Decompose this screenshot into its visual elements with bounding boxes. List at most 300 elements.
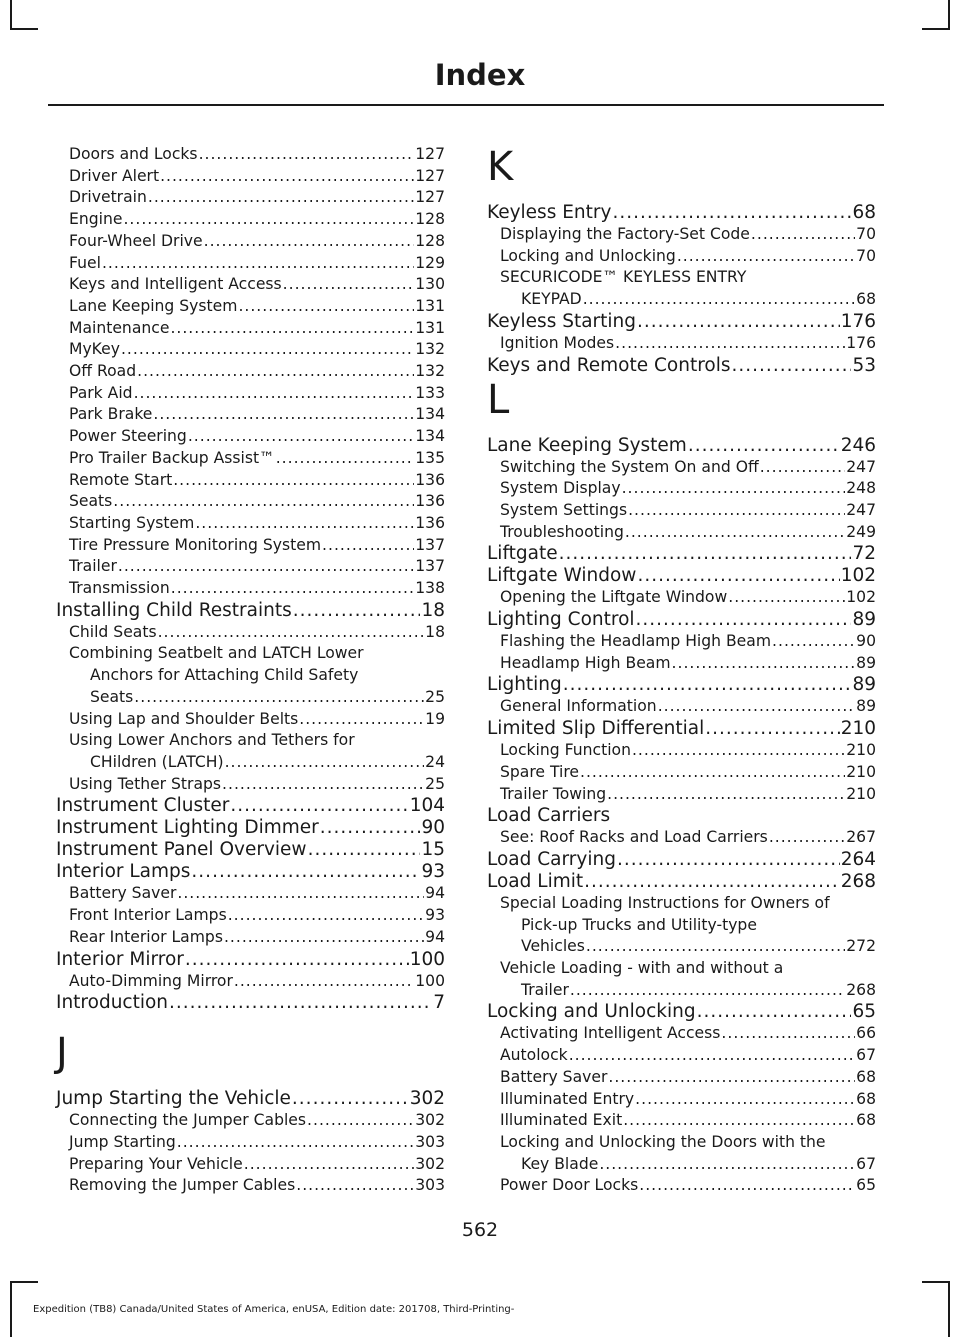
index-subentry [56, 556, 445, 578]
index-subentry-line: Anchors for Attaching Child Safety [90, 666, 359, 685]
entry-label: Trailer [521, 980, 569, 999]
index-subentry-line: Combining Seatbelt and LATCH Lower [69, 644, 364, 663]
dot-leader [308, 839, 421, 861]
page-title: Index [434, 58, 526, 92]
entry-label: Engine [69, 210, 123, 229]
dot-leader [160, 166, 414, 188]
entry-label: Keyless Entry [487, 202, 612, 223]
crop-mark [10, 1281, 38, 1283]
index-entry [487, 609, 876, 631]
entry-page-number: 210 [840, 718, 876, 740]
index-subentry [56, 253, 445, 275]
dot-leader [113, 491, 414, 513]
dot-leader [320, 817, 421, 839]
index-subentry-line: Using Lower Anchors and Tethers for [69, 731, 355, 750]
entry-label: Tire Pressure Monitoring System [69, 535, 322, 554]
entry-label: Installing Child Restraints [56, 599, 292, 621]
index-subentry [487, 224, 876, 246]
entry-label: Preparing Your Vehicle [69, 1154, 243, 1173]
entry-label: Spare Tire [500, 762, 580, 781]
entry-page-number: 303 [415, 1132, 445, 1151]
entry-page-number: 131 [415, 318, 445, 337]
dot-leader [625, 522, 845, 544]
entry-page-number: 303 [415, 1176, 445, 1195]
dot-leader [134, 687, 424, 709]
entry-page-number: 135 [415, 448, 445, 467]
entry-page-number: 65 [852, 1001, 876, 1023]
index-subentry [56, 404, 445, 426]
entry-label: CHildren (LATCH) [90, 752, 224, 771]
entry-page-number: 249 [846, 522, 876, 541]
dot-leader [599, 1154, 855, 1176]
entry-label: Jump Starting [69, 1132, 176, 1151]
index-entry [56, 795, 445, 817]
index-entry [56, 949, 445, 971]
entry-label: Park Aid [69, 383, 133, 402]
dot-leader [635, 1089, 855, 1111]
entry-page-number: 268 [840, 870, 876, 892]
entry-page-number: 247 [846, 500, 876, 519]
entry-page-number: 272 [846, 937, 876, 956]
footer-edition: Expedition (TB8) Canada/United States of America, enUSA, Edition date: 201708, Third-Printing- [33, 1304, 515, 1315]
crop-mark [948, 1281, 950, 1337]
entry-page-number: 65 [856, 1176, 876, 1195]
index-subentry [56, 927, 445, 949]
index-entry [56, 817, 445, 839]
index-heading: Load Carriers [487, 805, 611, 827]
entry-page-number: 127 [415, 188, 445, 207]
index-subentry-line: Vehicle Loading - with and without a [500, 959, 784, 978]
entry-page-number: 104 [409, 795, 445, 817]
entry-label: Displaying the Factory-Set Code [500, 225, 750, 243]
index-subentry [56, 470, 445, 492]
dot-leader [292, 1088, 409, 1110]
entry-label: General Information [500, 697, 657, 716]
crop-mark [10, 0, 12, 30]
dot-leader [677, 246, 855, 268]
dot-leader [728, 587, 845, 609]
index-subentry [56, 491, 445, 513]
index-subentry [56, 426, 445, 448]
entry-label: Driver Alert [69, 166, 160, 185]
dot-leader [615, 333, 845, 355]
index-subentry [56, 1132, 445, 1154]
entry-label: Instrument Lighting Dimmer [56, 817, 319, 839]
dot-leader [751, 224, 855, 246]
entry-label: Activating Intelligent Access [500, 1024, 721, 1043]
entry-label: Using Tether Straps [69, 774, 222, 793]
index-subentry [56, 1175, 445, 1197]
entry-page-number: 134 [415, 405, 445, 424]
entry-page-number: 89 [852, 674, 876, 696]
index-entry [487, 355, 876, 377]
entry-page-number: 93 [425, 906, 445, 925]
entry-page-number: 132 [415, 340, 445, 359]
entry-label: Maintenance [69, 318, 170, 337]
entry-page-number: 302 [409, 1088, 445, 1110]
dot-leader [636, 609, 852, 631]
entry-page-number: 247 [846, 457, 876, 476]
entry-label: Lighting [487, 674, 562, 696]
entry-label: Interior Mirror [56, 948, 184, 970]
index-subentry [487, 333, 876, 355]
dot-leader [123, 209, 414, 231]
index-subentry [487, 478, 876, 500]
entry-label: Off Road [69, 362, 137, 381]
dot-leader [185, 949, 409, 971]
dot-leader [222, 774, 424, 796]
index-subentry-line: SECURICODE™ KEYLESS ENTRY [500, 268, 747, 287]
dot-leader [772, 631, 855, 653]
dot-leader [637, 311, 840, 333]
dot-leader [570, 980, 845, 1002]
entry-page-number: 248 [846, 479, 876, 498]
entry-label: Load Carrying [487, 848, 616, 870]
entry-label: Removing the Jumper Cables [69, 1176, 296, 1195]
index-entry [56, 839, 445, 861]
index-subentry [56, 883, 445, 905]
dot-leader [584, 871, 840, 893]
index-subentry-line: Locking and Unlocking the Doors with the [500, 1132, 826, 1151]
entry-label: Illuminated Exit [500, 1111, 623, 1130]
dot-leader [688, 435, 840, 457]
entry-label: Transmission [69, 579, 170, 598]
entry-page-number: 68 [856, 1111, 876, 1130]
entry-page-number: 128 [415, 210, 445, 229]
index-entry [487, 565, 876, 587]
entry-label: Interior Lamps [56, 861, 191, 883]
index-column-left [56, 144, 445, 1197]
index-subentry [56, 687, 445, 709]
entry-page-number: 130 [415, 275, 445, 294]
index-subentry [56, 709, 445, 731]
index-entry [487, 674, 876, 696]
entry-page-number: 210 [846, 741, 876, 760]
index-subentry-line: Special Loading Instructions for Owners of [500, 893, 830, 912]
index-entry [56, 861, 445, 883]
entry-page-number: 53 [852, 354, 876, 376]
dot-leader [639, 1175, 855, 1197]
entry-page-number: 68 [856, 1089, 876, 1108]
entry-label: Liftgate [487, 543, 558, 565]
dot-leader [195, 513, 414, 535]
index-subentry [487, 289, 876, 311]
entry-page-number: 66 [856, 1024, 876, 1043]
index-subentry [56, 905, 445, 927]
entry-label: Limited Slip Differential [487, 718, 705, 740]
entry-label: Four-Wheel Drive [69, 231, 203, 250]
dot-leader [672, 653, 856, 675]
entry-page-number: 93 [421, 861, 445, 883]
entry-page-number: 138 [415, 579, 445, 598]
entry-page-number: 136 [415, 470, 445, 489]
entry-label: System Settings [500, 500, 628, 519]
entry-page-number: 70 [856, 225, 876, 243]
entry-page-number: 18 [421, 599, 445, 621]
index-entry [56, 1088, 445, 1110]
index-subentry [56, 971, 445, 993]
crop-mark [922, 28, 950, 30]
entry-page-number: 127 [415, 166, 445, 185]
index-entry [487, 202, 876, 224]
index-subentry [56, 1110, 445, 1132]
entry-label: Using Lap and Shoulder Belts [69, 709, 299, 728]
index-subentry [56, 274, 445, 296]
index-subentry [56, 339, 445, 361]
entry-label: Seats [69, 492, 113, 511]
dot-leader [293, 600, 421, 622]
dot-leader [583, 289, 855, 311]
header-rule [48, 104, 884, 106]
index-subentry [56, 448, 445, 470]
dot-leader [204, 231, 415, 253]
page-number: 562 [461, 1219, 499, 1241]
entry-label: Keys and Intelligent Access [69, 275, 282, 294]
index-subentry [487, 500, 876, 522]
entry-label: Child Seats [69, 622, 157, 641]
index-subentry [487, 762, 876, 784]
entry-label: Seats [90, 687, 134, 706]
entry-label: Troubleshooting [500, 522, 624, 541]
entry-page-number: 102 [840, 565, 876, 587]
entry-page-number: 7 [433, 992, 445, 1014]
dot-leader [283, 274, 415, 296]
entry-label: System Display [500, 479, 621, 498]
dot-leader [244, 1154, 414, 1176]
index-subentry [56, 166, 445, 188]
entry-label: See: Roof Racks and Load Carriers [500, 828, 768, 847]
dot-leader [234, 971, 414, 993]
entry-label: Doors and Locks [69, 145, 198, 163]
dot-leader [177, 1132, 414, 1154]
entry-page-number: 302 [415, 1154, 445, 1173]
entry-page-number: 89 [856, 653, 876, 672]
entry-page-number: 176 [840, 310, 876, 332]
entry-label: Switching the System On and Off [500, 457, 759, 476]
dot-leader [121, 339, 414, 361]
index-column-right [487, 144, 876, 1197]
entry-label: Keyless Starting [487, 310, 637, 332]
index-subentry [487, 980, 876, 1002]
entry-label: Lane Keeping System [487, 434, 687, 456]
index-entry [487, 871, 876, 893]
index-subentry [487, 1067, 876, 1089]
dot-leader [238, 296, 414, 318]
index-subentry [56, 144, 445, 166]
entry-label: KEYPAD [521, 290, 582, 309]
crop-mark [922, 1281, 950, 1283]
dot-leader [137, 361, 414, 383]
dot-leader [153, 404, 414, 426]
entry-label: Opening the Liftgate Window [500, 588, 728, 607]
entry-label: Fuel [69, 253, 101, 272]
entry-label: Connecting the Jumper Cables [69, 1111, 307, 1130]
entry-label: Front Interior Lamps [69, 906, 227, 925]
entry-label: Trailer [69, 557, 117, 576]
index-subentry [487, 1110, 876, 1132]
entry-page-number: 94 [425, 927, 445, 946]
entry-page-number: 136 [415, 513, 445, 532]
entry-label: Locking and Unlocking [500, 246, 676, 265]
entry-page-number: 100 [409, 948, 445, 970]
index-subentry [56, 774, 445, 796]
entry-page-number: 134 [415, 427, 445, 446]
dot-leader [322, 535, 414, 557]
dot-leader [276, 448, 415, 470]
entry-page-number: 70 [856, 246, 876, 265]
entry-page-number: 129 [415, 253, 445, 272]
dot-leader [732, 355, 852, 377]
index-subentry [487, 1154, 876, 1176]
entry-label: Power Door Locks [500, 1176, 639, 1195]
dot-leader [563, 674, 852, 696]
entry-label: Battery Saver [500, 1067, 608, 1086]
index-subentry [487, 522, 876, 544]
index-subentry-line: Pick-up Trucks and Utility-type [521, 915, 757, 934]
dot-leader [134, 383, 415, 405]
index-subentry [487, 784, 876, 806]
dot-leader [307, 1110, 414, 1132]
dot-leader [148, 187, 414, 209]
dot-leader [608, 1067, 855, 1089]
entry-label: Trailer Towing [500, 784, 607, 803]
entry-label: Locking Function [500, 741, 631, 760]
entry-page-number: 267 [846, 828, 876, 847]
entry-page-number: 19 [425, 709, 445, 728]
entry-label: Park Brake [69, 405, 153, 424]
entry-page-number: 25 [425, 774, 445, 793]
crop-mark [948, 0, 950, 30]
index-subentry [56, 187, 445, 209]
entry-label: Lighting Control [487, 609, 635, 631]
entry-label: Headlamp High Beam [500, 653, 671, 672]
entry-page-number: 18 [425, 622, 445, 641]
index-entry [487, 311, 876, 333]
index-entry [487, 718, 876, 740]
entry-label: Autolock [500, 1046, 568, 1065]
dot-leader [705, 718, 839, 740]
entry-page-number: 94 [425, 884, 445, 903]
dot-leader [569, 1045, 855, 1067]
crop-mark [10, 28, 38, 30]
entry-label: Jump Starting the Vehicle [56, 1088, 291, 1110]
index-entry [487, 849, 876, 871]
entry-page-number: 136 [415, 492, 445, 511]
entry-page-number: 67 [856, 1154, 876, 1173]
index-entry [487, 435, 876, 457]
entry-page-number: 128 [415, 231, 445, 250]
index-subentry [487, 1089, 876, 1111]
entry-label: Power Steering [69, 427, 187, 446]
dot-leader [199, 144, 415, 166]
section-letter: L [487, 376, 510, 423]
entry-page-number: 68 [856, 1067, 876, 1086]
dot-leader [658, 696, 855, 718]
index-subentry [56, 383, 445, 405]
entry-label: Liftgate Window [487, 565, 637, 587]
dot-leader [760, 457, 846, 479]
entry-page-number: 90 [856, 632, 876, 651]
index-subentry [56, 535, 445, 557]
index-subentry [487, 1045, 876, 1067]
index-subentry [56, 622, 445, 644]
entry-label: Drivetrain [69, 188, 147, 207]
entry-label: Instrument Panel Overview [56, 839, 307, 861]
dot-leader [225, 752, 425, 774]
dot-leader [230, 795, 408, 817]
entry-page-number: 100 [415, 971, 445, 990]
index-subentry [56, 578, 445, 600]
index-subentry [56, 513, 445, 535]
index-subentry [56, 361, 445, 383]
index-subentry [56, 752, 445, 774]
entry-label: Illuminated Entry [500, 1089, 635, 1108]
index-subentry [487, 740, 876, 762]
entry-label: Starting System [69, 513, 195, 532]
dot-leader [296, 1175, 414, 1197]
index-subentry [487, 631, 876, 653]
entry-label: Locking and Unlocking [487, 1001, 696, 1023]
entry-label: Rear Interior Lamps [69, 927, 223, 946]
dot-leader [191, 861, 420, 883]
entry-page-number: 246 [840, 434, 876, 456]
entry-label: Auto-Dimming Mirror [69, 971, 233, 990]
dot-leader [299, 709, 424, 731]
dot-leader [586, 936, 845, 958]
entry-page-number: 133 [415, 383, 445, 402]
entry-page-number: 72 [852, 543, 876, 565]
index-subentry [56, 1154, 445, 1176]
dot-leader [697, 1001, 852, 1023]
entry-label: Vehicles [521, 937, 585, 956]
index-entry [56, 600, 445, 622]
entry-page-number: 15 [421, 839, 445, 861]
entry-page-number: 210 [846, 784, 876, 803]
crop-mark [10, 1281, 12, 1337]
entry-label: Introduction [56, 992, 169, 1014]
index-subentry [487, 827, 876, 849]
dot-leader [170, 318, 414, 340]
entry-page-number: 89 [852, 609, 876, 631]
entry-page-number: 102 [846, 588, 876, 607]
dot-leader [224, 927, 424, 949]
index-entry [56, 992, 445, 1014]
entry-page-number: 302 [415, 1111, 445, 1130]
dot-leader [612, 202, 851, 224]
entry-page-number: 264 [840, 848, 876, 870]
index-subentry [56, 296, 445, 318]
index-subentry [487, 457, 876, 479]
entry-label: Load Limit [487, 870, 584, 892]
dot-leader [171, 578, 415, 600]
entry-page-number: 68 [856, 290, 876, 309]
index-subentry [487, 653, 876, 675]
index-entry [487, 1001, 876, 1023]
index-subentry [487, 1175, 876, 1197]
dot-leader [622, 478, 846, 500]
entry-page-number: 90 [421, 817, 445, 839]
entry-page-number: 67 [856, 1046, 876, 1065]
entry-page-number: 24 [425, 752, 445, 771]
entry-page-number: 127 [415, 145, 445, 163]
dot-leader [173, 470, 414, 492]
index-subentry [56, 318, 445, 340]
entry-page-number: 131 [415, 296, 445, 315]
entry-page-number: 25 [425, 687, 445, 706]
dot-leader [607, 784, 845, 806]
entry-page-number: 210 [846, 762, 876, 781]
entry-page-number: 137 [415, 557, 445, 576]
